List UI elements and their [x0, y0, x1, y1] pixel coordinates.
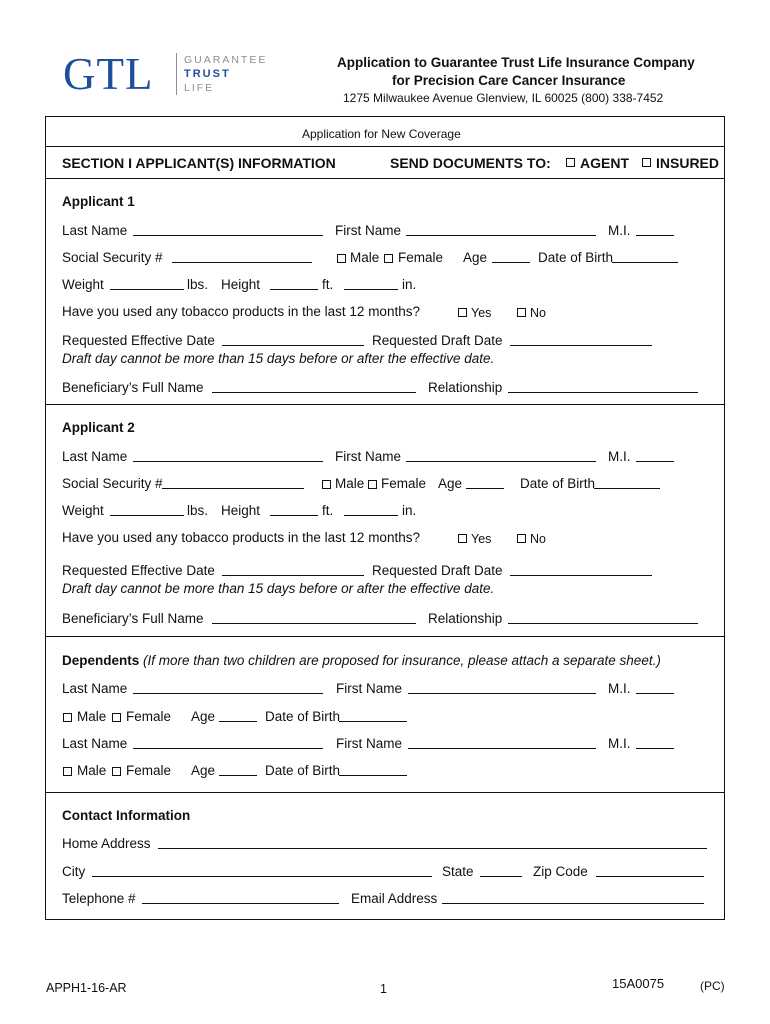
header-address: 1275 Milwaukee Avenue Glenview, IL 60025 (800) 338-7452	[343, 91, 664, 105]
logo-word-trust: TRUST	[184, 68, 231, 80]
contact-title: Contact Information	[62, 808, 191, 823]
telephone-field[interactable]	[142, 903, 339, 904]
ssn-label: Social Security #	[62, 476, 163, 491]
first-name-field[interactable]	[406, 235, 596, 236]
state-field[interactable]	[480, 876, 522, 877]
height-in-field[interactable]	[344, 289, 398, 290]
beneficiary-field[interactable]	[212, 392, 416, 393]
dob-field[interactable]	[339, 775, 407, 776]
beneficiary-label: Beneficiary’s Full Name	[62, 380, 204, 395]
male-label: Male	[77, 709, 107, 724]
age-field[interactable]	[492, 262, 530, 263]
applicant1-title: Applicant 1	[62, 194, 135, 209]
female-checkbox[interactable]	[112, 713, 121, 722]
zip-label: Zip Code	[533, 864, 588, 879]
tobacco-question: Have you used any tobacco products in the last 12 months?	[62, 304, 420, 319]
beneficiary-field[interactable]	[212, 623, 416, 624]
relationship-field[interactable]	[508, 623, 698, 624]
age-label: Age	[191, 763, 216, 778]
male-checkbox[interactable]	[63, 767, 72, 776]
tobacco-yes-checkbox[interactable]	[458, 308, 467, 317]
mi-field[interactable]	[636, 693, 674, 694]
male-checkbox[interactable]	[322, 480, 331, 489]
send-docs-label: SEND DOCUMENTS TO:	[390, 155, 551, 171]
age-label: Age	[463, 250, 488, 265]
pc-label: (PC)	[700, 979, 725, 993]
male-label: Male	[350, 250, 380, 265]
last-name-label: Last Name	[62, 681, 128, 696]
form-subtitle: Application for New Coverage	[302, 127, 461, 141]
mi-label: M.I.	[608, 449, 631, 464]
mi-field[interactable]	[636, 748, 674, 749]
age-label: Age	[438, 476, 463, 491]
draft-date-field[interactable]	[510, 575, 652, 576]
age-label: Age	[191, 709, 216, 724]
first-name-label: First Name	[336, 736, 403, 751]
mi-label: M.I.	[608, 736, 631, 751]
female-label: Female	[126, 763, 172, 778]
relationship-label: Relationship	[428, 380, 503, 395]
home-address-label: Home Address	[62, 836, 151, 851]
applicant2-title: Applicant 2	[62, 420, 135, 435]
female-label: Female	[398, 250, 444, 265]
logo-word-guarantee: GUARANTEE	[184, 54, 268, 66]
draft-note: Draft day cannot be more than 15 days before or after the effective date.	[62, 581, 495, 596]
dob-field[interactable]	[339, 721, 407, 722]
insured-checkbox[interactable]	[642, 158, 651, 167]
dependents-header	[62, 653, 661, 669]
header-title-line1: Application to Guarantee Trust Life Insurance Company	[337, 55, 695, 70]
weight-label: Weight	[62, 503, 104, 518]
male-checkbox[interactable]	[337, 254, 346, 263]
page-number: 1	[380, 982, 387, 996]
last-name-field[interactable]	[133, 748, 323, 749]
female-checkbox[interactable]	[368, 480, 377, 489]
home-address-field[interactable]	[158, 848, 707, 849]
divider	[45, 404, 724, 405]
last-name-label: Last Name	[62, 736, 128, 751]
divider	[45, 636, 724, 637]
relationship-field[interactable]	[508, 392, 698, 393]
height-label: Height	[221, 277, 261, 292]
header-title-line2: for Precision Care Cancer Insurance	[392, 73, 626, 88]
ssn-field[interactable]	[162, 488, 304, 489]
age-field[interactable]	[466, 488, 504, 489]
effective-date-field[interactable]	[222, 575, 364, 576]
first-name-label: First Name	[336, 681, 403, 696]
agent-label: AGENT	[580, 155, 629, 171]
tobacco-no-checkbox[interactable]	[517, 308, 526, 317]
first-name-label: First Name	[335, 223, 402, 238]
ssn-label: Social Security #	[62, 250, 163, 265]
dob-label: Date of Birth	[265, 709, 341, 724]
first-name-field[interactable]	[408, 748, 596, 749]
email-field[interactable]	[442, 903, 704, 904]
first-name-label: First Name	[335, 449, 402, 464]
draft-date-field[interactable]	[510, 345, 652, 346]
ft-label: ft.	[322, 503, 334, 518]
mi-label: M.I.	[608, 223, 631, 238]
weight-field[interactable]	[110, 289, 184, 290]
form-number: 15A0075	[612, 976, 665, 991]
ft-label: ft.	[322, 277, 334, 292]
last-name-label: Last Name	[62, 449, 128, 464]
tobacco-yes-checkbox[interactable]	[458, 534, 467, 543]
dob-label: Date of Birth	[520, 476, 596, 491]
beneficiary-label: Beneficiary’s Full Name	[62, 611, 204, 626]
no-label: No	[530, 306, 546, 320]
yes-label: Yes	[471, 306, 492, 320]
form-code: APPH1-16-AR	[46, 981, 127, 995]
tobacco-no-checkbox[interactable]	[517, 534, 526, 543]
weight-label: Weight	[62, 277, 104, 292]
divider	[45, 178, 724, 179]
height-label: Height	[221, 503, 261, 518]
mi-field[interactable]	[636, 235, 674, 236]
age-field[interactable]	[219, 775, 257, 776]
effective-date-field[interactable]	[222, 345, 364, 346]
no-label: No	[530, 532, 546, 546]
dependents-title: Dependents	[62, 653, 140, 668]
logo-divider	[176, 53, 177, 95]
height-in-field[interactable]	[344, 515, 398, 516]
in-label: in.	[402, 277, 417, 292]
divider	[45, 792, 724, 793]
logo-word-life: LIFE	[184, 82, 215, 94]
lbs-label: lbs.	[187, 503, 209, 518]
last-name-label: Last Name	[62, 223, 128, 238]
height-ft-field[interactable]	[270, 515, 318, 516]
mi-field[interactable]	[636, 461, 674, 462]
relationship-label: Relationship	[428, 611, 503, 626]
age-field[interactable]	[219, 721, 257, 722]
effective-date-label: Requested Effective Date	[62, 333, 215, 348]
female-checkbox[interactable]	[384, 254, 393, 263]
weight-field[interactable]	[110, 515, 184, 516]
logo	[63, 50, 268, 100]
dob-field[interactable]	[612, 262, 678, 263]
female-label: Female	[381, 476, 427, 491]
male-label: Male	[77, 763, 107, 778]
telephone-label: Telephone #	[62, 891, 136, 906]
draft-date-label: Requested Draft Date	[372, 563, 503, 578]
ssn-field[interactable]	[172, 262, 312, 263]
height-ft-field[interactable]	[270, 289, 318, 290]
divider	[45, 146, 724, 147]
lbs-label: lbs.	[187, 277, 209, 292]
dob-field[interactable]	[594, 488, 660, 489]
city-field[interactable]	[92, 876, 432, 877]
dob-label: Date of Birth	[265, 763, 341, 778]
yes-label: Yes	[471, 532, 492, 546]
female-checkbox[interactable]	[112, 767, 121, 776]
in-label: in.	[402, 503, 417, 518]
male-label: Male	[335, 476, 365, 491]
zip-field[interactable]	[596, 876, 704, 877]
draft-note: Draft day cannot be more than 15 days before or after the effective date.	[62, 351, 495, 366]
tobacco-question: Have you used any tobacco products in the last 12 months?	[62, 530, 420, 545]
dependents-note: (If more than two children are proposed for insurance, please attach a separate sheet.)	[143, 653, 661, 668]
city-label: City	[62, 864, 86, 879]
draft-date-label: Requested Draft Date	[372, 333, 503, 348]
last-name-field[interactable]	[133, 235, 323, 236]
last-name-field[interactable]	[133, 461, 323, 462]
email-label: Email Address	[351, 891, 438, 906]
effective-date-label: Requested Effective Date	[62, 563, 215, 578]
female-label: Female	[126, 709, 172, 724]
state-label: State	[442, 864, 474, 879]
last-name-field[interactable]	[133, 693, 323, 694]
agent-checkbox[interactable]	[566, 158, 575, 167]
insured-label: INSURED	[656, 155, 720, 171]
logo-letters: GTL	[63, 49, 154, 99]
mi-label: M.I.	[608, 681, 631, 696]
dob-label: Date of Birth	[538, 250, 614, 265]
male-checkbox[interactable]	[63, 713, 72, 722]
first-name-field[interactable]	[408, 693, 596, 694]
section-title: SECTION I APPLICANT(S) INFORMATION	[62, 155, 336, 171]
first-name-field[interactable]	[406, 461, 596, 462]
